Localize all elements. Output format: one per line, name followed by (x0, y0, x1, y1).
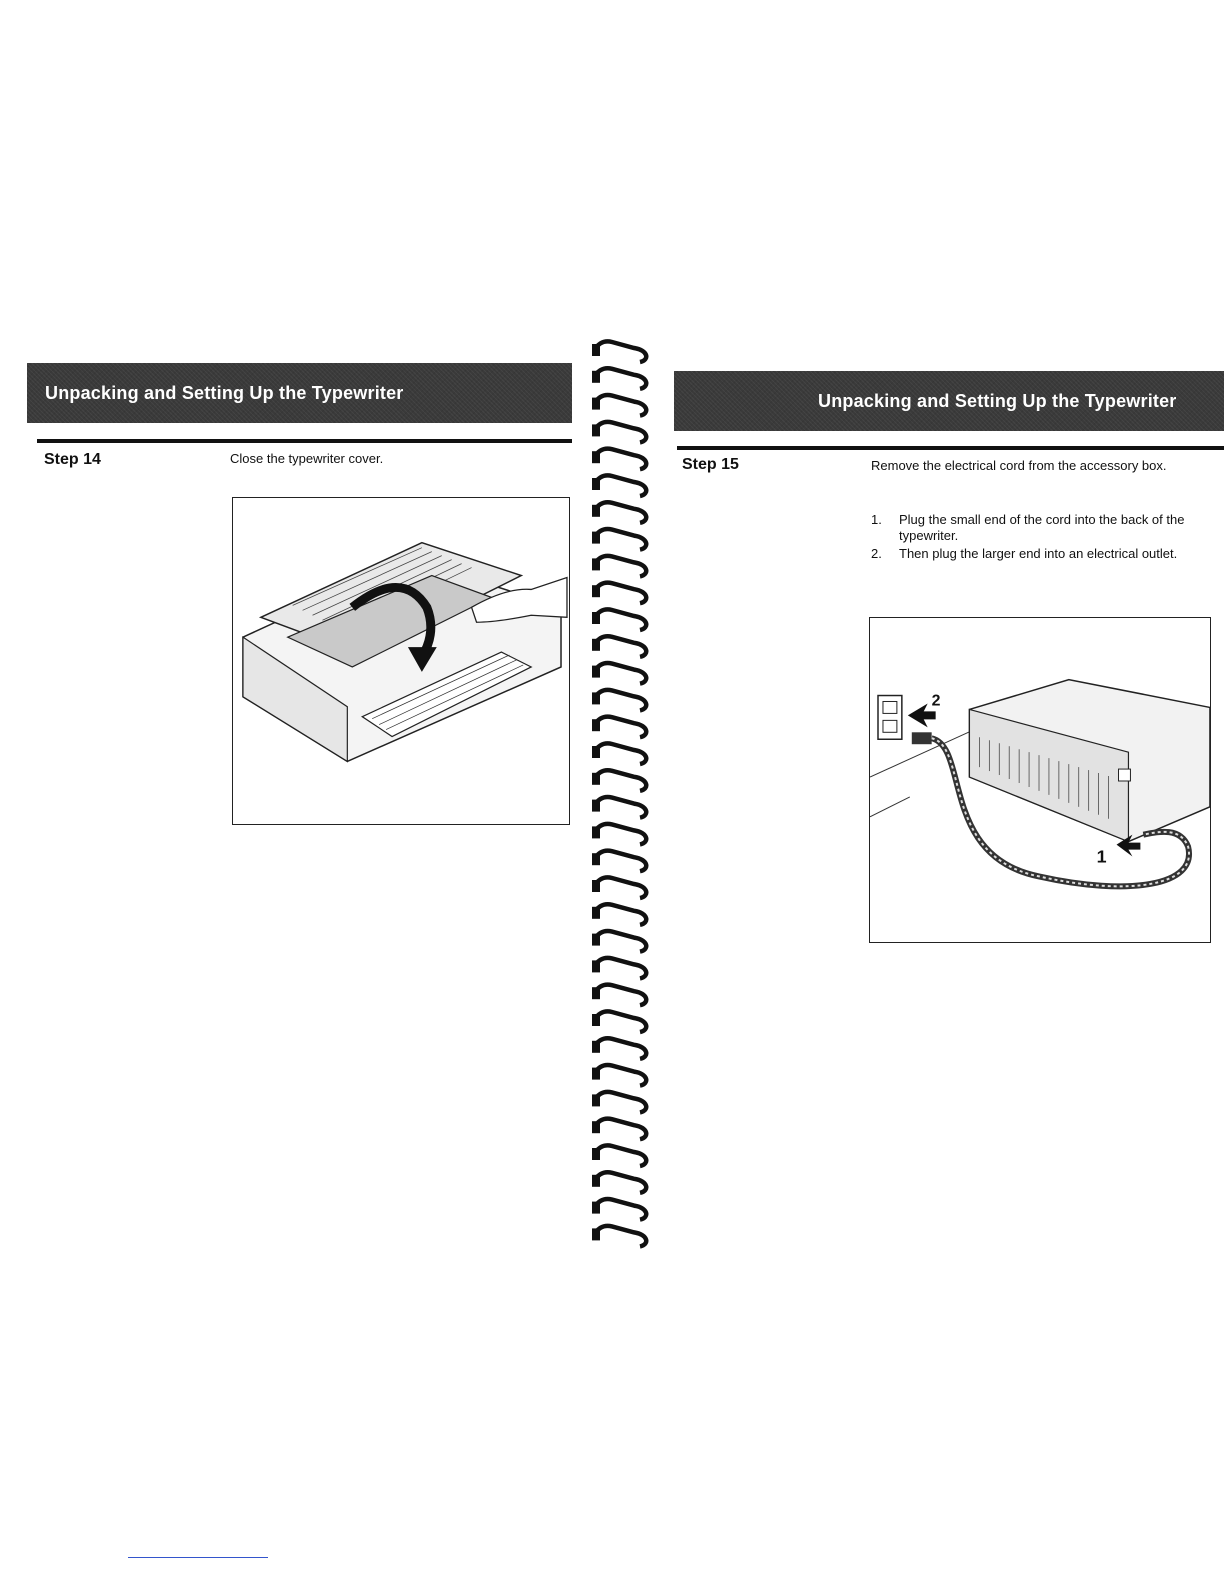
right-page-header (674, 371, 1224, 431)
left-header-title: Unpacking and Setting Up the Typewriter (45, 382, 404, 403)
spiral-coil (592, 368, 646, 389)
right-instruction: Remove the electrical cord from the accessory box. (871, 458, 1167, 473)
arrow-label-2: 2 (931, 692, 941, 710)
spiral-coil (592, 717, 646, 738)
spiral-coil (592, 556, 646, 577)
spiral-coil (592, 690, 646, 711)
spiral-coil (592, 1012, 646, 1033)
spiral-coil (592, 529, 646, 550)
spiral-coil (592, 1226, 646, 1247)
spiral-coil (592, 449, 646, 470)
typewriter-cover-drawing (233, 498, 569, 824)
spiral-coil (592, 476, 646, 497)
list-item (871, 512, 1216, 544)
spiral-coil (592, 663, 646, 684)
spiral-coil (592, 904, 646, 925)
spiral-coil (592, 1146, 646, 1167)
close-cover-illustration (232, 497, 570, 825)
right-header-title: Unpacking and Setting Up the Typewriter (818, 390, 1177, 411)
footer-blue-line (128, 1557, 268, 1558)
arrow-label-1: 1 (1096, 846, 1107, 867)
spiral-coil (592, 502, 646, 523)
spiral-coil (592, 610, 646, 631)
electrical-cord-drawing (870, 618, 1210, 942)
spiral-coil (592, 744, 646, 765)
spiral-coil (592, 931, 646, 952)
spiral-coil (592, 1199, 646, 1220)
spiral-coil (592, 770, 646, 791)
list-item-text: Plug the small end of the cord into the back of the typewriter. (899, 512, 1185, 543)
list-item-text: Then plug the larger end into an electrical outlet. (899, 546, 1178, 561)
spiral-coil (592, 1092, 646, 1113)
spiral-coil (592, 395, 646, 416)
spiral-coil (592, 1065, 646, 1086)
spiral-coil (592, 1172, 646, 1193)
spiral-coil (592, 878, 646, 899)
left-header-rule (37, 439, 572, 443)
spiral-coil (592, 985, 646, 1006)
spiral-coil (592, 851, 646, 872)
spiral-coil (592, 1119, 646, 1140)
list-item-number: 2. (871, 546, 882, 561)
spiral-coil (592, 1038, 646, 1059)
list-item (871, 546, 1216, 562)
spiral-coil (592, 797, 646, 818)
right-step-label: Step 15 (682, 456, 739, 473)
spiral-coil (592, 824, 646, 845)
spiral-coil (592, 342, 646, 363)
right-header-rule (677, 446, 1224, 450)
spiral-coil (592, 583, 646, 604)
plug-cord-illustration (869, 617, 1211, 943)
spiral-coil (592, 958, 646, 979)
right-steps-list (871, 512, 1216, 564)
spiral-coil (592, 422, 646, 443)
spiral-coil (592, 636, 646, 657)
left-step-label: Step 14 (44, 451, 101, 468)
left-instruction: Close the typewriter cover. (230, 451, 384, 466)
list-item-number: 1. (871, 512, 882, 527)
spiral-binding (590, 330, 660, 1255)
left-page-header (27, 363, 572, 423)
